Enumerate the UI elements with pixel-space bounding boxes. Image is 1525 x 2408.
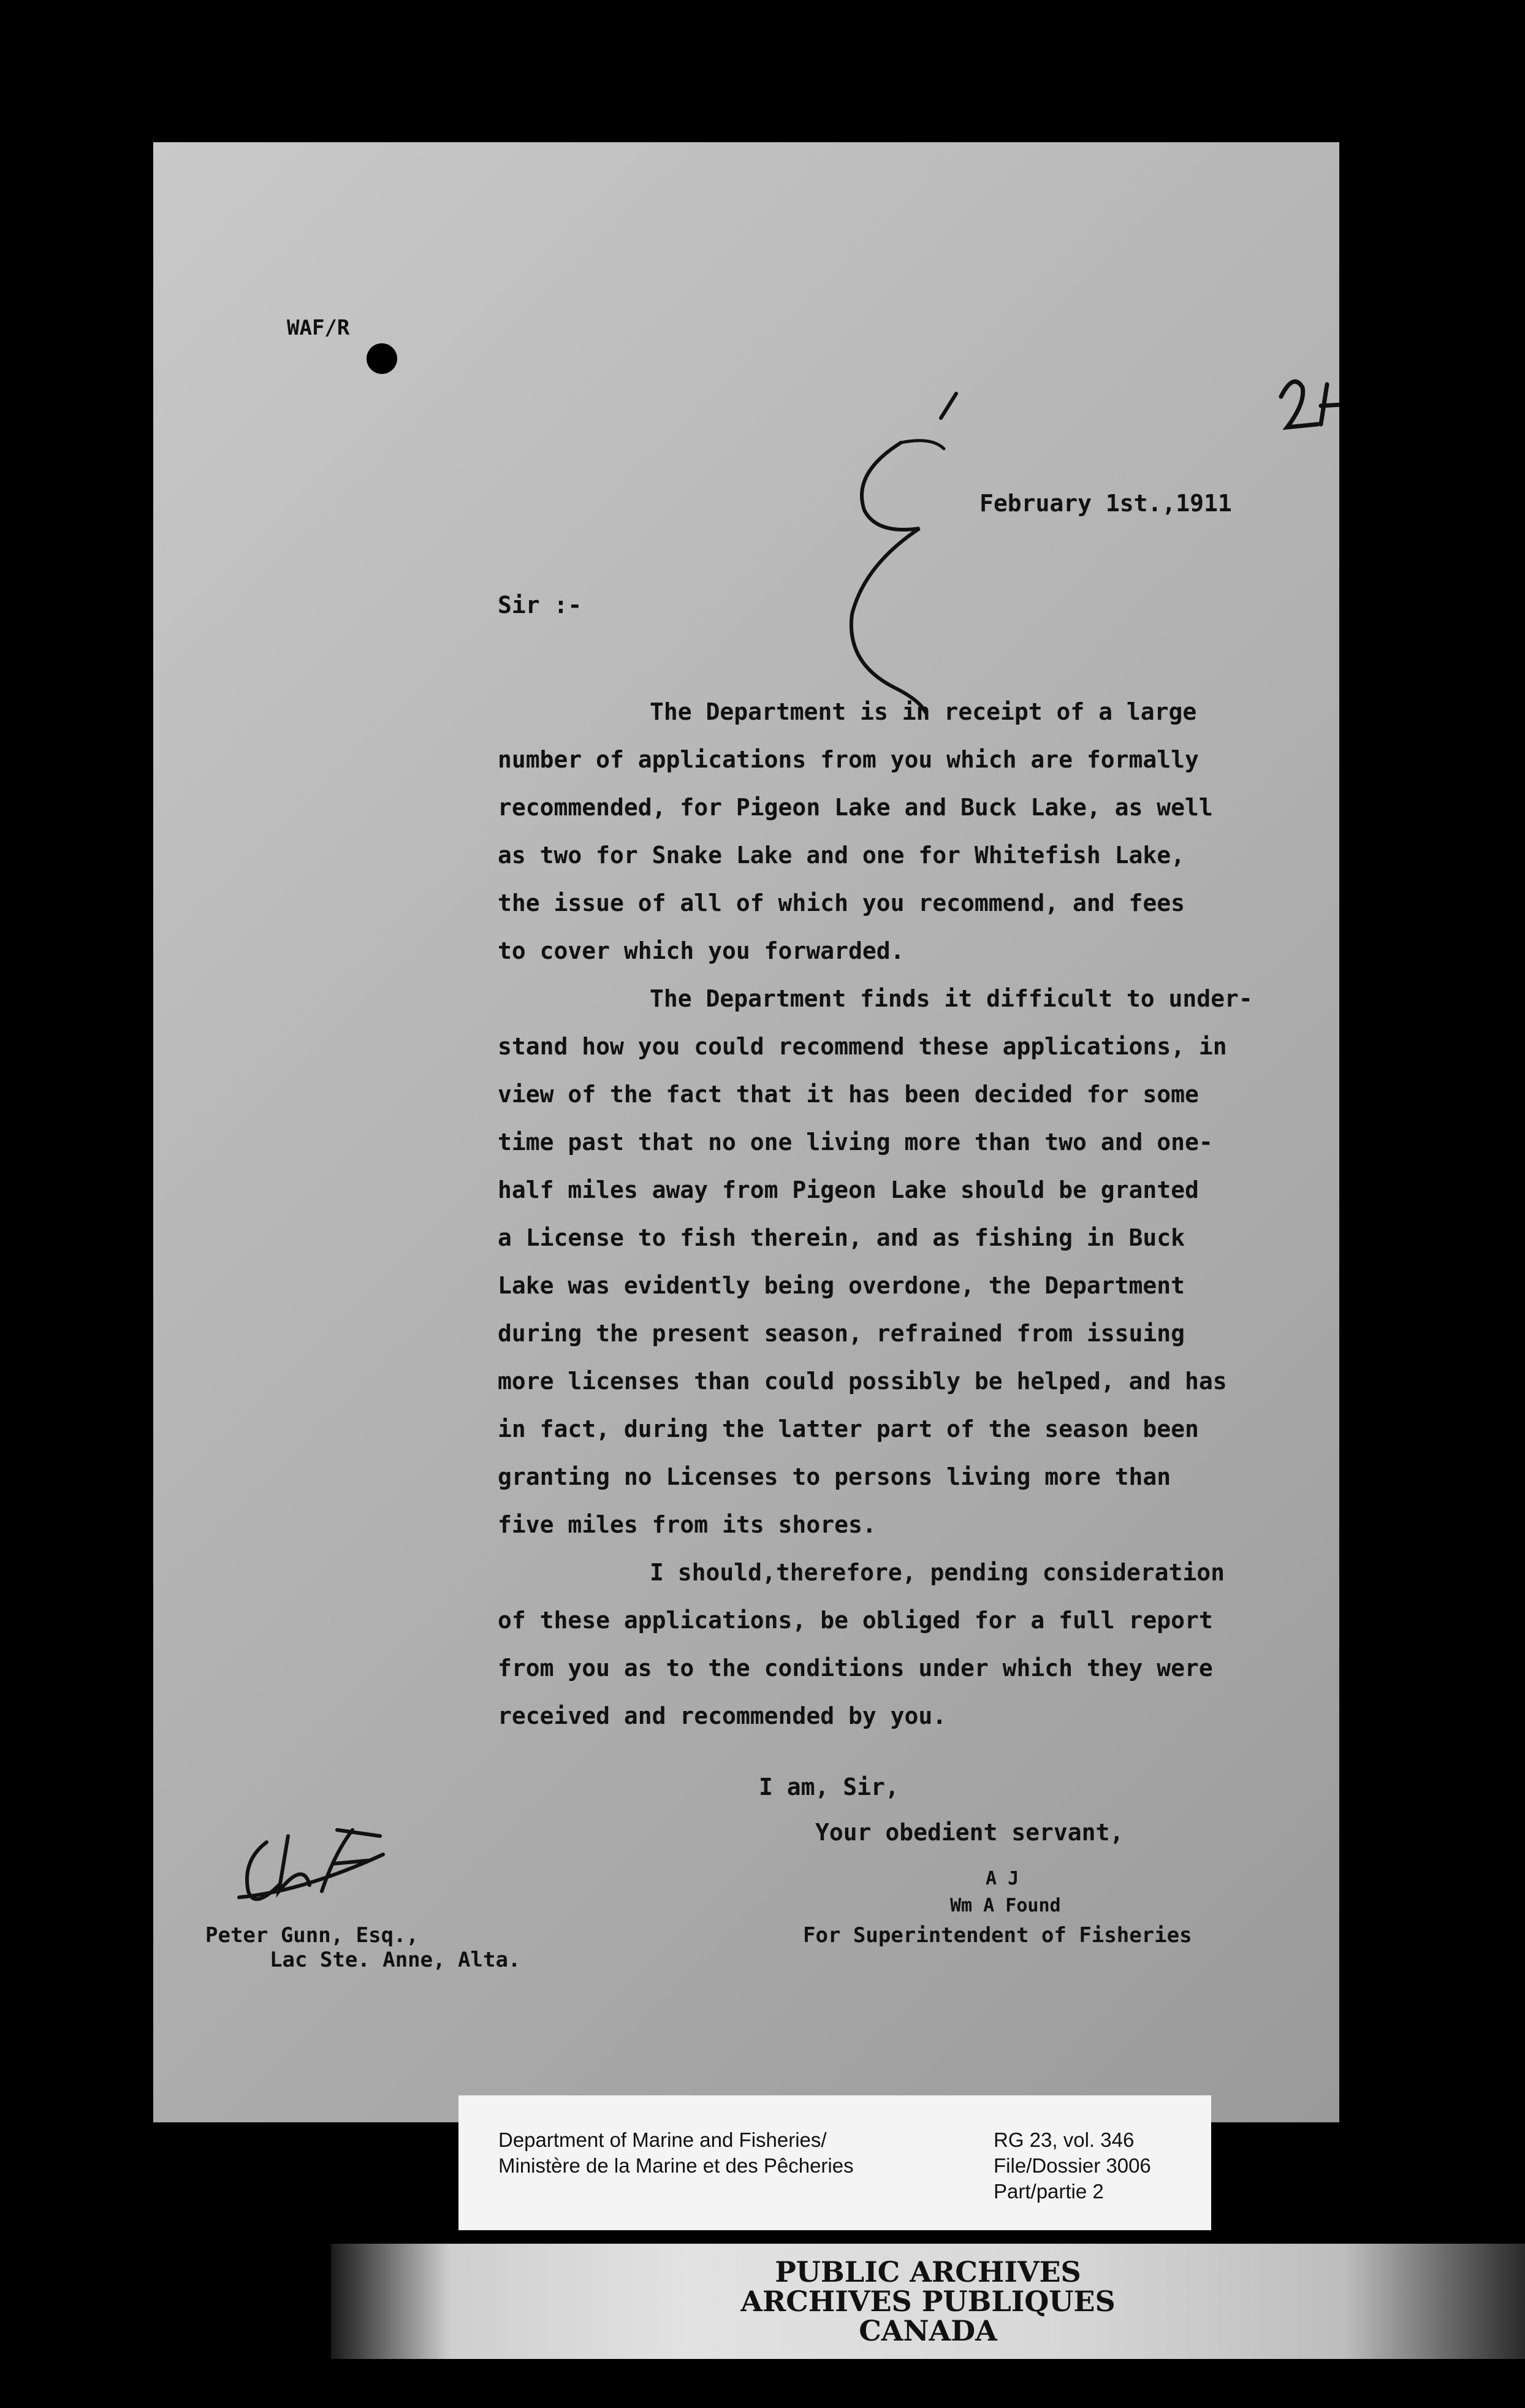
label-department: [498, 2127, 854, 2179]
stamp-line: ARCHIVES PUBLIQUES: [740, 2285, 1116, 2318]
letter-body: [498, 688, 1295, 1740]
addressee-name: Peter Gunn, Esq.,: [205, 1923, 419, 1948]
body-line: to cover which you forwarded.: [498, 937, 905, 964]
body-line: time past that no one living more than two and one-: [498, 1129, 1213, 1156]
document-page: [153, 142, 1339, 2122]
salutation: Sir :-: [498, 592, 582, 619]
archive-stamp: [331, 2257, 1525, 2345]
body-line: five miles from its shores.: [498, 1511, 877, 1538]
label-line: File/Dossier 3006: [994, 2154, 1151, 2177]
handwritten-initials: [230, 1818, 395, 1922]
body-line: view of the fact that it has been decided for some: [498, 1081, 1199, 1108]
body-line: stand how you could recommend these applications, in: [498, 1033, 1227, 1060]
handwritten-number: [1275, 360, 1339, 446]
closing-initials: A J: [986, 1868, 1019, 1889]
closing-title: For Superintendent of Fisheries: [803, 1923, 1192, 1948]
body-line: Lake was evidently being overdone, the Department: [498, 1272, 1185, 1299]
addressee-place: Lac Ste. Anne, Alta.: [270, 1948, 521, 1972]
body-line: as two for Snake Lake and one for Whitefish Lake,: [498, 842, 1185, 869]
closing-line: I am, Sir,: [759, 1774, 899, 1800]
body-line: more licenses than could possibly be helped, and has: [498, 1368, 1227, 1395]
label-line: Department of Marine and Fisheries/: [498, 2128, 827, 2151]
closing-signature: Wm A Found: [950, 1895, 1061, 1916]
label-reference: [994, 2127, 1151, 2204]
reference-code: WAF/R: [287, 316, 350, 340]
handwritten-mark: [827, 381, 1011, 725]
stamp-line: PUBLIC ARCHIVES: [775, 2255, 1081, 2288]
body-line: The Department is in receipt of a large: [650, 698, 1197, 725]
punch-hole: [367, 343, 397, 374]
body-line: during the present season, refrained from issuing: [498, 1320, 1185, 1347]
body-line: in fact, during the latter part of the season been: [498, 1415, 1199, 1442]
body-line: granting no Licenses to persons living more than: [498, 1463, 1171, 1490]
archive-label: [458, 2095, 1211, 2230]
stamp-line: CANADA: [859, 2314, 997, 2347]
label-line: RG 23, vol. 346: [994, 2128, 1135, 2151]
body-line: received and recommended by you.: [498, 1702, 947, 1729]
body-line: the issue of all of which you recommend, and fees: [498, 890, 1185, 916]
body-line: recommended, for Pigeon Lake and Buck Lake, as well: [498, 794, 1213, 821]
body-line: I should,therefore, pending consideration: [650, 1559, 1225, 1586]
label-line: Part/partie 2: [994, 2180, 1104, 2203]
body-line: from you as to the conditions under which they were: [498, 1655, 1213, 1682]
body-line: a License to fish therein, and as fishing in Buck: [498, 1224, 1185, 1251]
body-line: The Department finds it difficult to under-: [650, 985, 1253, 1012]
body-line: half miles away from Pigeon Lake should be granted: [498, 1176, 1199, 1203]
letter-date: February 1st.,1911: [979, 490, 1232, 517]
body-line: of these applications, be obliged for a full report: [498, 1607, 1213, 1634]
closing-line: Your obedient servant,: [815, 1819, 1124, 1846]
body-line: number of applications from you which are formally: [498, 746, 1199, 773]
label-line: Ministère de la Marine et des Pêcheries: [498, 2154, 854, 2177]
